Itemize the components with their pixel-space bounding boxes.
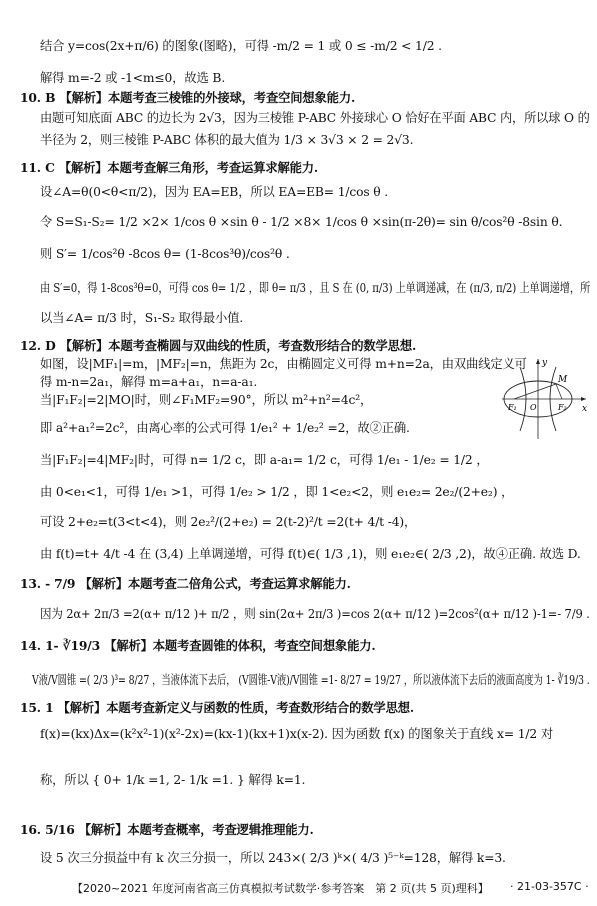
line-14: 得 m-n=2a₁，解得 m=a+a₁，n=a-a₁. xyxy=(40,375,258,389)
question-16-header: 16. 5/16 【解析】本题考查概率，考查逻辑推理能力. xyxy=(20,822,314,837)
label-y: y xyxy=(542,358,548,368)
question-10-header: 10. B 【解析】本题考查三棱锥的外接球，考查空间想象能力. xyxy=(20,90,356,105)
ellipse-hyperbola-figure xyxy=(498,355,590,441)
question-14-header: 14. 1- ∛19/3 【解析】本题考查圆锥的体积，考查空间想象能力. xyxy=(20,638,376,653)
label-m: M xyxy=(558,375,568,385)
line-8: 令 S=S₁-S₂= 1/2 ×2× 1/cos θ ×sin θ - 1/2 ×8× 1/cos θ ×sin(π-2θ)= sin θ/cos²θ -8sin θ. xyxy=(40,215,563,229)
line-4: 由题可知底面 ABC 的边长为 2√3，因为三棱锥 P-ABC 外接球心 O 恰好在平面 ABC 内，所以球 O 的 xyxy=(40,111,590,125)
line-24: V液/V圆锥 =( 2/3 )³= 8/27 ，当液体流下去后， (V圆锥-V液)/V圆锥 =1- 8/27 = 19/27 ，所以液体流下去后的液面高度为 1- ∛19/3 . xyxy=(32,673,590,687)
line-7: 设∠A=θ(0<θ<π/2)，因为 EA=EB，所以 EA=EB= 1/cos θ . xyxy=(40,185,389,199)
line-16: 即 a²+a₁²=2c²，由离心率的公式可得 1/e₁² + 1/e₂² =2，故②正确. xyxy=(40,421,410,435)
x-axis-arrow xyxy=(581,397,586,401)
line-11: 以当∠A= π/3 时，S₁-S₂ 取得最小值. xyxy=(40,311,244,325)
question-12-header: 12. D 【解析】本题考查椭圆与双曲线的性质，考查数形结合的数学思想. xyxy=(20,338,417,353)
label-x: x xyxy=(582,404,588,414)
line-22: 因为 2α+ 2π/3 =2(α+ π/12 )+ π/2 ，则 sin(2α+ 2π/3 )=cos 2(α+ π/12 )=2cos²(α+ π/12 )-1=- 7/9 . xyxy=(40,607,590,621)
line-17: 当|F₁F₂|=4|MF₂|时，可得 n= 1/2 c，即 a-a₁= 1/2 c，可得 1/e₁ - 1/e₂ = 1/2 ， xyxy=(40,453,489,467)
question-13-header: 13. - 7/9 【解析】本题考查二倍角公式，考查运算求解能力. xyxy=(20,576,351,591)
footer-title: 【2020~2021 年度河南省高三仿真模拟考试数学·参考答案 第 2 页(共 5 页)理科】 xyxy=(72,882,489,895)
label-f2: F₂ xyxy=(558,403,567,412)
line-2: 解得 m=-2 或 -1<m≤0，故选 B. xyxy=(40,71,226,85)
line-19: 可设 2+e₂=t(3<t<4)，则 2e₂²/(2+e₂) = 2(t-2)²/t =2(t+ 4/t -4)， xyxy=(40,515,417,529)
line-27: 称，所以 { 0+ 1/k =1, 2- 1/k =1. } 解得 k=1. xyxy=(40,773,306,787)
line-9: 则 S′= 1/cos²θ -8cos θ= (1-8cos³θ)/cos²θ . xyxy=(40,247,290,261)
line-20: 由 f(t)=t+ 4/t -4 在 (3,4) 上单调递增，可得 f(t)∈( 1/3 ,1)，则 e₁e₂∈( 2/3 ,2)，故④正确. 故选 D. xyxy=(40,547,581,561)
label-o: O xyxy=(530,403,537,412)
question-11-header: 11. C 【解析】本题考查解三角形，考查运算求解能力. xyxy=(20,160,319,175)
line-15: 当|F₁F₂|=2|MO|时，则∠F₁MF₂=90°，所以 m²+n²=4c²， xyxy=(40,393,373,407)
line-10: 由 S′=0，得 1-8cos³θ=0，可得 cos θ= 1/2 ，即 θ= π/3 ，且 S 在 (0, π/3) 上单调递减，在 (π/3, π/2) 上单调递增，所 xyxy=(40,281,591,295)
line-1: 结合 y=cos(2x+π/6) 的图象(图略)，可得 -m/2 = 1 或 0 ≤ -m/2 < 1/2 . xyxy=(40,39,442,53)
footer-code: · 21-03-357C · xyxy=(510,880,589,893)
y-axis-arrow xyxy=(536,359,540,364)
question-15-header: 15. 1 【解析】本题考查新定义与函数的性质，考查数形结合的数学思想. xyxy=(20,700,415,715)
line-13: 如图，设|MF₁|=m，|MF₂|=n，焦距为 2c，由椭圆定义可得 m+n=2a，由双曲线定义可 xyxy=(40,357,527,371)
line-26: f(x)=(kx)Δx=(k²x²-1)(x²-2x)=(kx-1)(kx+1)x(x-2). 因为函数 f(x) 的图象关于直线 x= 1/2 对 xyxy=(40,727,553,741)
label-f1: F₁ xyxy=(508,403,517,412)
line-18: 由 0<e₁<1，可得 1/e₁ >1，可得 1/e₂ > 1/2 ，即 1<e₂<2，则 e₁e₂= 2e₂/(2+e₂) ， xyxy=(40,485,514,499)
line-29: 设 5 次三分损益中有 k 次三分损一，所以 243×( 2/3 )ᵏ×( 4/3 )⁵⁻ᵏ=128，解得 k=3. xyxy=(40,851,506,865)
line-5: 半径为 2，则三棱锥 P-ABC 体积的最大值为 1/3 × 3√3 × 2 = 2√3. xyxy=(40,133,414,147)
